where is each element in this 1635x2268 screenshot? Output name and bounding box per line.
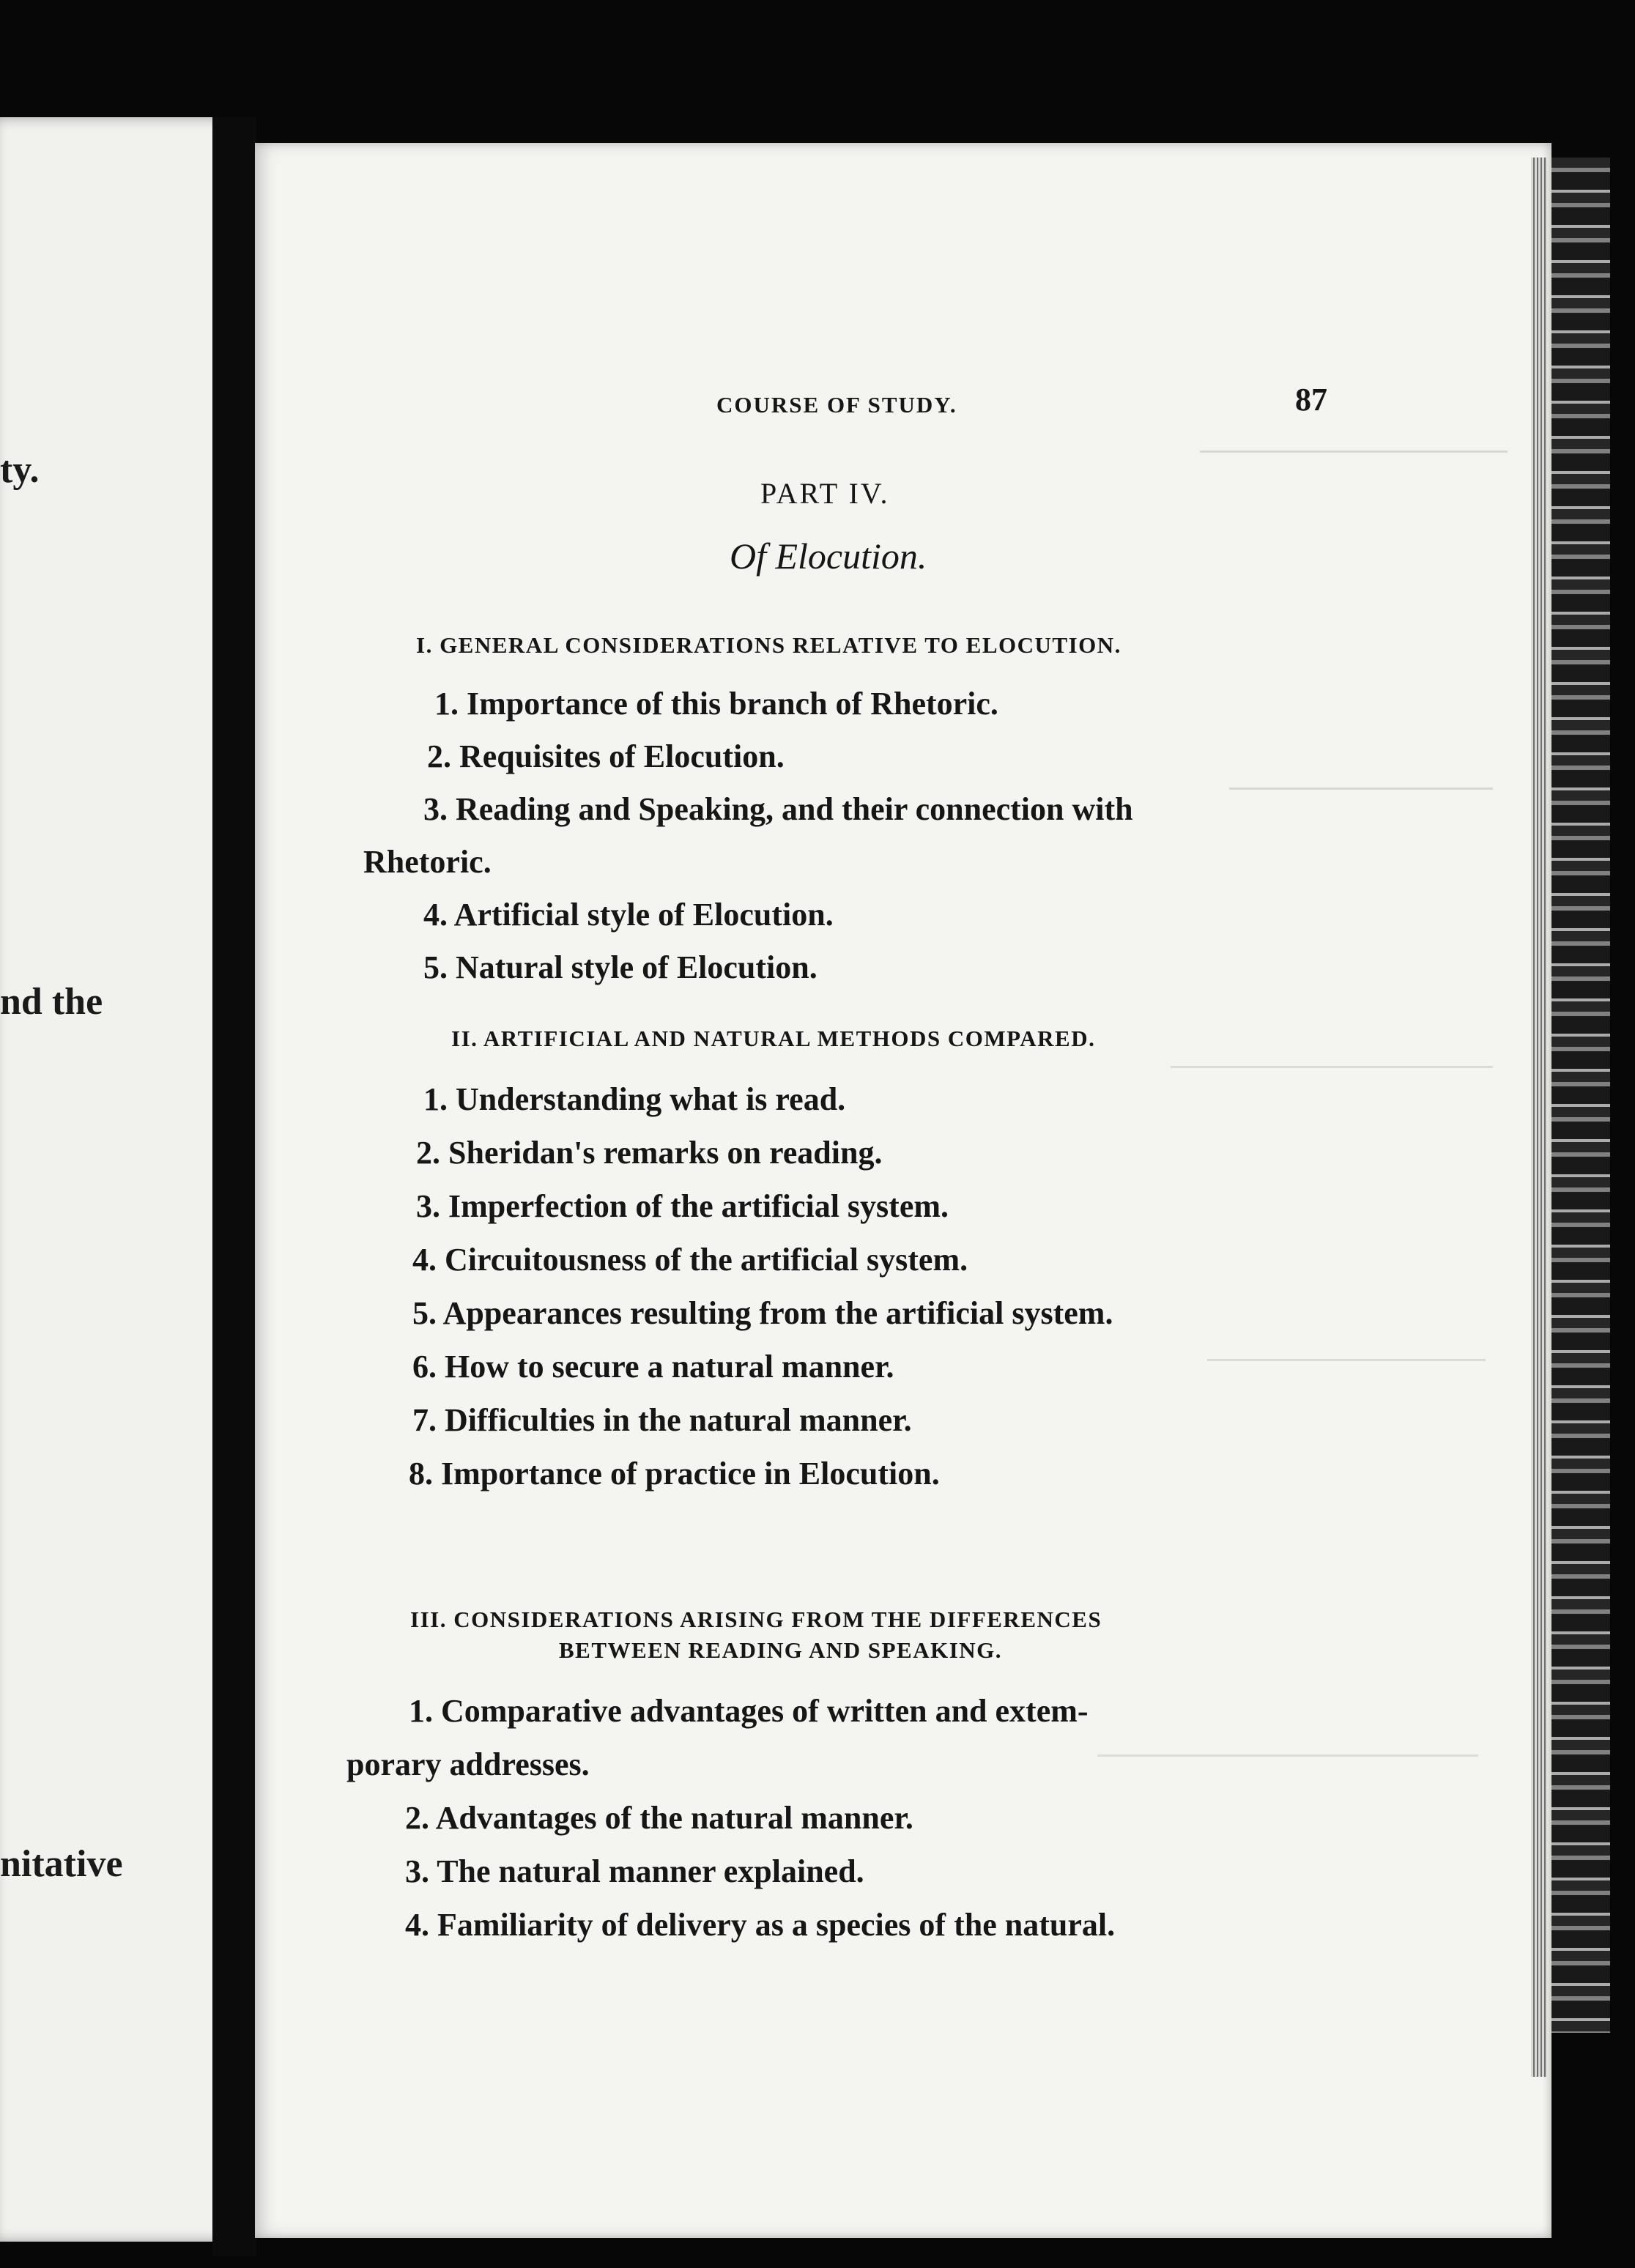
section-heading: III. CONSIDERATIONS ARISING FROM THE DIFFERENCES [410, 1606, 1102, 1632]
section-heading: I. GENERAL CONSIDERATIONS RELATIVE TO ELOCUTION. [416, 632, 1121, 658]
outline-item: 4. Artificial style of Elocution. [423, 897, 834, 933]
left-page [0, 117, 242, 2242]
outline-item: 2. Requisites of Elocution. [427, 738, 785, 774]
outline-item-continuation: porary addresses. [346, 1746, 590, 1782]
outline-item: 8. Importance of practice in Elocution. [409, 1456, 940, 1491]
left-page-fragment: nitative [0, 1843, 123, 1885]
outline-item: 1. Understanding what is read. [423, 1081, 846, 1117]
outline-item: 4. Circuitousness of the artificial system. [412, 1242, 968, 1278]
running-head: COURSE OF STUDY. [716, 392, 957, 418]
page-number: 87 [1295, 382, 1327, 418]
outline-item-continuation: Rhetoric. [363, 844, 492, 880]
left-page-fragment: ty. [0, 449, 40, 491]
outline-item: 7. Difficulties in the natural manner. [412, 1402, 912, 1438]
part-subtitle: Of Elocution. [730, 536, 927, 577]
outline-item: 4. Familiarity of delivery as a species of the natural. [405, 1907, 1116, 1943]
left-page-fragment: nd the [0, 981, 103, 1023]
book-gutter [212, 117, 256, 2256]
outline-item: 3. The natural manner explained. [405, 1853, 864, 1889]
book-fore-edge [1551, 158, 1610, 2033]
outline-item: 6. How to secure a natural manner. [412, 1349, 894, 1385]
outline-item: 2. Sheridan's remarks on reading. [416, 1135, 883, 1171]
section-heading-line2: BETWEEN READING AND SPEAKING. [559, 1637, 1003, 1663]
outline-item: 1. Importance of this branch of Rhetoric. [434, 686, 998, 722]
outline-item: 5. Natural style of Elocution. [423, 949, 818, 985]
page-edges [1531, 158, 1547, 2077]
outline-item: 1. Comparative advantages of written and extem- [409, 1693, 1089, 1729]
outline-item: 3. Reading and Speaking, and their connection with [423, 791, 1133, 827]
outline-item: 3. Imperfection of the artificial system. [416, 1188, 949, 1224]
outline-item: 2. Advantages of the natural manner. [405, 1800, 913, 1836]
outline-item: 5. Appearances resulting from the artificial system. [412, 1295, 1113, 1331]
right-page [255, 143, 1551, 2238]
section-heading: II. ARTIFICIAL AND NATURAL METHODS COMPARED. [451, 1026, 1096, 1051]
part-title: PART IV. [760, 477, 890, 510]
